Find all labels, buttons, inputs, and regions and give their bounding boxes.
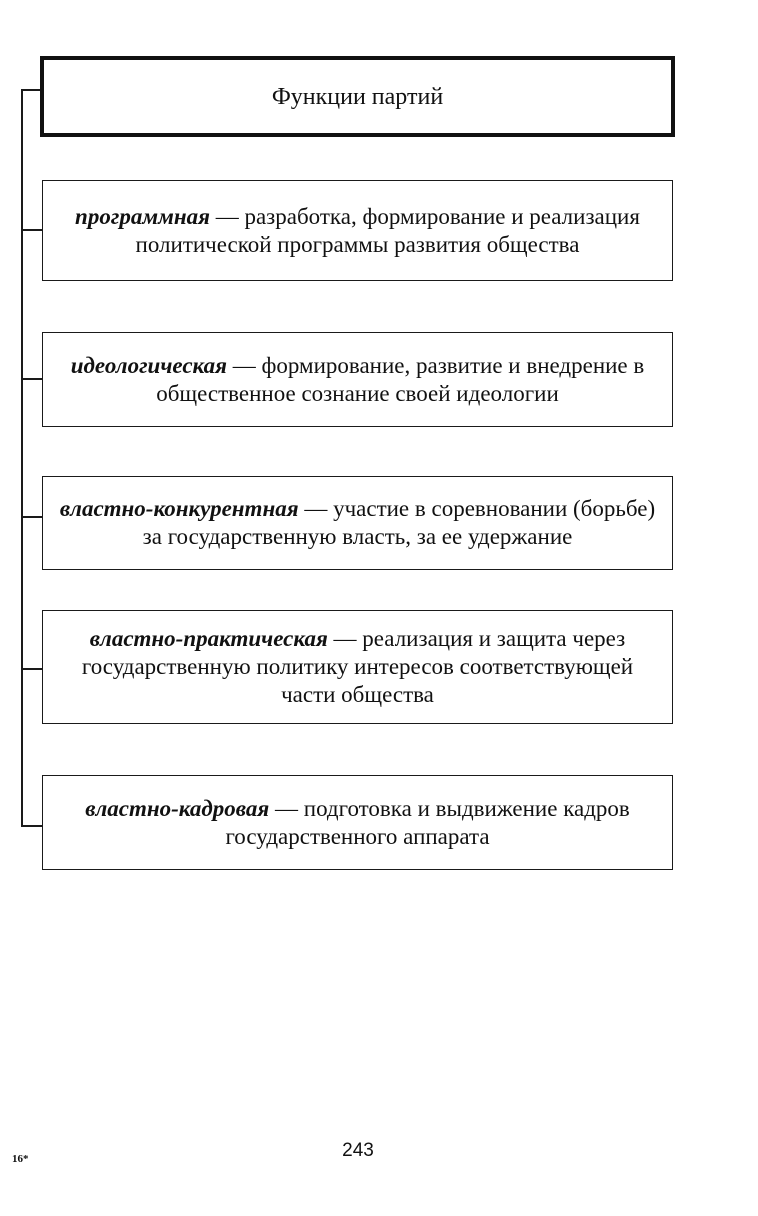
function-box-ideological	[42, 332, 673, 427]
connector-branch-4	[21, 668, 42, 670]
function-box-power-practical	[42, 610, 673, 724]
function-separator: —	[327, 626, 363, 651]
function-term: программная	[75, 203, 210, 229]
function-box-power-competitive	[42, 476, 673, 570]
function-text	[59, 625, 656, 709]
function-separator: —	[298, 496, 334, 521]
function-text	[59, 352, 656, 408]
function-separator: —	[226, 352, 262, 378]
function-separator: —	[269, 795, 304, 821]
function-term: властно-кадровая	[85, 795, 270, 821]
function-text	[59, 795, 656, 851]
function-description: реализация и защита через государственную политику интересов соответствующей части общества	[81, 626, 634, 707]
connector-branch-2	[21, 378, 42, 380]
function-separator: —	[209, 203, 245, 229]
page-number: 243	[342, 1140, 374, 1161]
function-description: участие в соревновании (борьбе) за государственную власть, за ее удержание	[142, 496, 656, 549]
function-box-programmatic	[42, 180, 673, 281]
function-description: подготовка и выдвижение кадров государственного аппарата	[225, 795, 630, 849]
function-description: разработка, формирование и реализация политической программы развития общества	[135, 203, 640, 257]
diagram-title-box	[40, 56, 675, 137]
function-text	[59, 203, 656, 259]
connector-branch-1	[21, 229, 42, 231]
connector-branch-title	[21, 89, 42, 91]
function-term: властно-конкурентная	[59, 496, 299, 521]
function-description: формирование, развитие и внедрение в общественное сознание своей идеологии	[156, 352, 645, 406]
connector-branch-5	[21, 825, 42, 827]
connector-branch-3	[21, 516, 42, 518]
function-text	[59, 495, 656, 551]
function-box-power-personnel	[42, 775, 673, 870]
diagram-title: Функции партий	[271, 83, 444, 110]
connector-spine	[21, 89, 23, 826]
function-term: идеологическая	[70, 352, 227, 378]
signature-mark: 16*	[12, 1153, 29, 1165]
function-term: властно-практическая	[89, 626, 328, 651]
